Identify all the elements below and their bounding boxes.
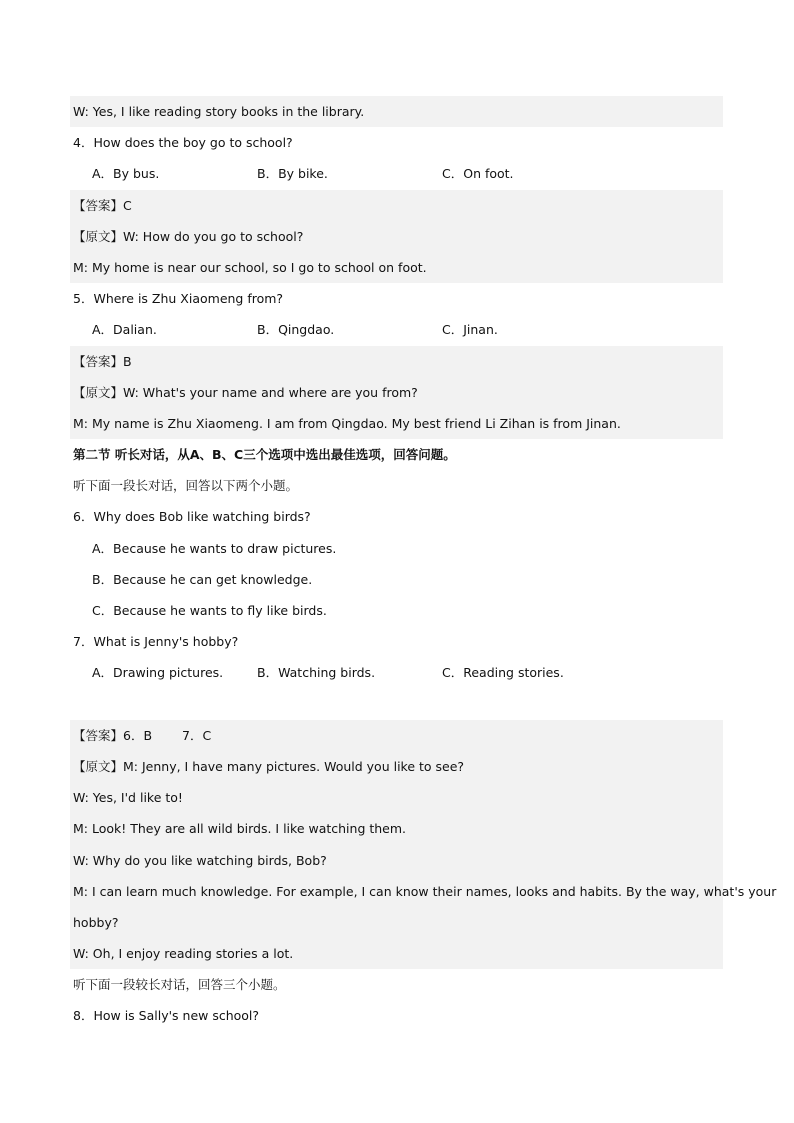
option-a: A．Dalian. <box>92 322 157 338</box>
answer-label: 【答案】6．B <box>73 727 153 743</box>
option-b: B．By bike. <box>257 166 328 182</box>
answer-q4: 【答案】C <box>70 190 723 221</box>
transcript-line: hobby? <box>70 907 723 938</box>
option-c: C．Because he wants to fly like birds. <box>92 603 327 618</box>
section-instruction: 听下面一段长对话，回答以下两个小题。 <box>73 478 299 494</box>
options-row-q7 <box>70 657 723 688</box>
transcript-line: M: My home is near our school, so I go to school on foot. <box>70 252 723 283</box>
option-a: A．By bus. <box>92 166 160 182</box>
transcript-line: 【原文】W: How do you go to school? <box>70 221 723 252</box>
option-a: A．Because he wants to draw pictures. <box>92 540 337 556</box>
answer-q6-q7 <box>70 720 723 751</box>
transcript-line: W: Yes, I like reading story books in the library. <box>70 96 723 127</box>
question-5: 5．Where is Zhu Xiaomeng from? <box>73 291 284 307</box>
transcript-line: W: Oh, I enjoy reading stories a lot. <box>70 938 723 969</box>
question-7: 7．What is Jenny's hobby? <box>73 634 239 650</box>
option-c: C．Reading stories. <box>442 665 564 681</box>
option-b: B．Qingdao. <box>257 322 335 338</box>
exam-page <box>0 96 794 1032</box>
transcript-line: M: My name is Zhu Xiaomeng. I am from Qingdao. My best friend Li Zihan is from Jinan. <box>70 408 723 439</box>
section-instruction: 听下面一段较长对话，回答三个小题。 <box>73 977 286 993</box>
option-a: A．Drawing pictures. <box>92 665 224 681</box>
option-b: B．Because he can get knowledge. <box>92 571 313 587</box>
answer-q5: 【答案】B <box>70 346 723 377</box>
transcript-line: 【原文】M: Jenny, I have many pictures. Would you like to see? <box>70 751 723 782</box>
section-heading: 第二节 听长对话，从A、B、C三个选项中选出最佳选项，回答问题。 <box>73 447 456 463</box>
option-c: C．On foot. <box>442 166 514 182</box>
spacer <box>0 689 794 720</box>
options-row-q5 <box>70 314 723 345</box>
options-row-q4 <box>70 158 723 189</box>
transcript-line: W: Yes, I'd like to! <box>70 782 723 813</box>
transcript-line: M: Look! They are all wild birds. I like watching them. <box>70 813 723 844</box>
transcript-line: W: Why do you like watching birds, Bob? <box>70 845 723 876</box>
question-6: 6．Why does Bob like watching birds? <box>73 509 311 525</box>
transcript-line: 【原文】W: What's your name and where are you from? <box>70 377 723 408</box>
question-8: 8．How is Sally's new school? <box>73 1008 260 1024</box>
transcript-line: M: I can learn much knowledge. For example, I can know their names, looks and habits. By the way, what's your <box>70 876 723 907</box>
question-4: 4．How does the boy go to school? <box>73 135 293 151</box>
answer-second: 7．C <box>182 727 212 743</box>
option-c: C．Jinan. <box>442 322 498 338</box>
option-b: B．Watching birds. <box>257 665 376 681</box>
